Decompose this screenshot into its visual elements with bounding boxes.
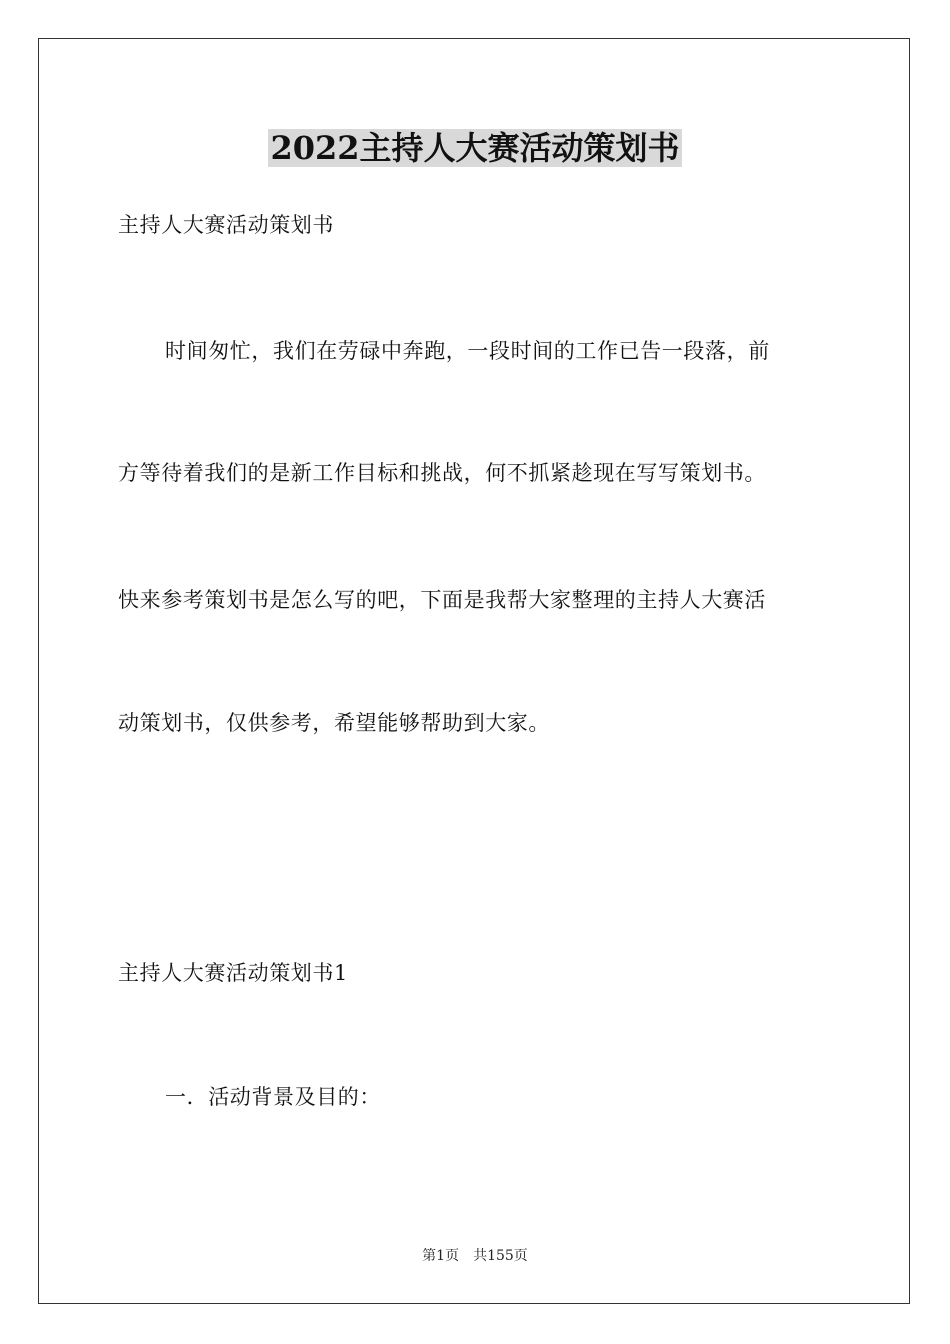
section-heading: 主持人大赛活动策划书1 [118,961,348,985]
intro-line-1: 时间匆忙，我们在劳碌中奔跑，一段时间的工作已告一段落，前 [165,339,770,363]
intro-line-2: 方等待着我们的是新工作目标和挑战，何不抓紧趁现在写写策划书。 [118,461,766,485]
intro-line-4: 动策划书，仅供参考，希望能够帮助到大家。 [118,711,550,735]
subtitle: 主持人大赛活动策划书 [118,213,334,237]
section-item: 一．活动背景及目的： [165,1085,381,1109]
document-title [0,126,950,170]
intro-line-3: 快来参考策划书是怎么写的吧，下面是我帮大家整理的主持人大赛活 [118,588,766,612]
document-title-text: 2022主持人大赛活动策划书 [270,129,680,167]
page-footer: 第1页 共155页 [422,1248,528,1264]
